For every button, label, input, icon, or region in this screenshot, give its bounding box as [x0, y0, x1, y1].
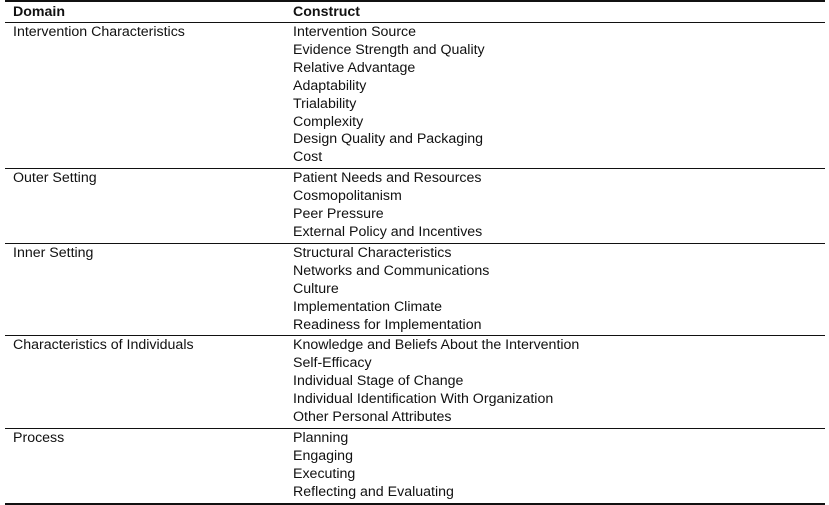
- construct-item: Design Quality and Packaging: [293, 131, 484, 148]
- domain-row: [5, 243, 825, 336]
- construct-item: Cosmopolitanism: [293, 188, 402, 205]
- construct-item: Self-Efficacy: [293, 355, 372, 372]
- construct-item: Reflecting and Evaluating: [293, 483, 454, 500]
- construct-list: [293, 430, 824, 502]
- construct-item: Networks and Communications: [293, 262, 490, 279]
- construct-item: Cost: [293, 149, 323, 166]
- table-header: [5, 1, 825, 23]
- construct-item: Other Personal Attributes: [293, 409, 452, 426]
- construct-column-header: Construct: [288, 1, 825, 23]
- construct-cell: [288, 243, 825, 336]
- construct-item: Intervention Source: [293, 24, 417, 40]
- domain-row: [5, 23, 825, 169]
- domain-row: [5, 428, 825, 503]
- construct-item: External Policy and Incentives: [293, 223, 483, 240]
- construct-item: Adaptability: [293, 77, 367, 94]
- construct-cell: [288, 336, 825, 429]
- construct-list: [293, 337, 824, 427]
- construct-item: Complexity: [293, 113, 364, 130]
- construct-item: Implementation Climate: [293, 298, 443, 315]
- construct-item: Readiness for Implementation: [293, 316, 482, 333]
- domain-row: [5, 169, 825, 244]
- construct-list: [293, 245, 824, 335]
- construct-item: Individual Identification With Organization: [293, 391, 554, 408]
- domain-cell: Inner Setting: [5, 243, 288, 336]
- construct-item: Engaging: [293, 447, 353, 464]
- construct-item: Trialability: [293, 95, 357, 112]
- construct-cell: [288, 428, 825, 503]
- construct-item: Peer Pressure: [293, 206, 384, 223]
- construct-list: [293, 24, 824, 167]
- domain-cell: Outer Setting: [5, 169, 288, 244]
- table-body: [5, 23, 825, 504]
- construct-item: Knowledge and Beliefs About the Intervention: [293, 337, 580, 354]
- construct-list: [293, 170, 824, 242]
- domain-cell: Intervention Characteristics: [5, 23, 288, 169]
- domain-cell: Process: [5, 428, 288, 503]
- domain-column-header: Domain: [5, 1, 288, 23]
- domain-cell: Characteristics of Individuals: [5, 336, 288, 429]
- construct-item: Planning: [293, 429, 349, 446]
- construct-item: Individual Stage of Change: [293, 373, 464, 390]
- construct-cell: [288, 169, 825, 244]
- construct-item: Relative Advantage: [293, 59, 416, 76]
- cfir-domain-construct-table-container: [5, 0, 825, 505]
- construct-item: Patient Needs and Resources: [293, 170, 482, 187]
- construct-cell: [288, 23, 825, 169]
- construct-item: Culture: [293, 280, 339, 297]
- construct-item: Executing: [293, 465, 356, 482]
- domain-row: [5, 336, 825, 429]
- domain-construct-table: [5, 0, 825, 505]
- construct-item: Structural Characteristics: [293, 244, 452, 261]
- header-row: [5, 1, 825, 23]
- construct-item: Evidence Strength and Quality: [293, 41, 485, 58]
